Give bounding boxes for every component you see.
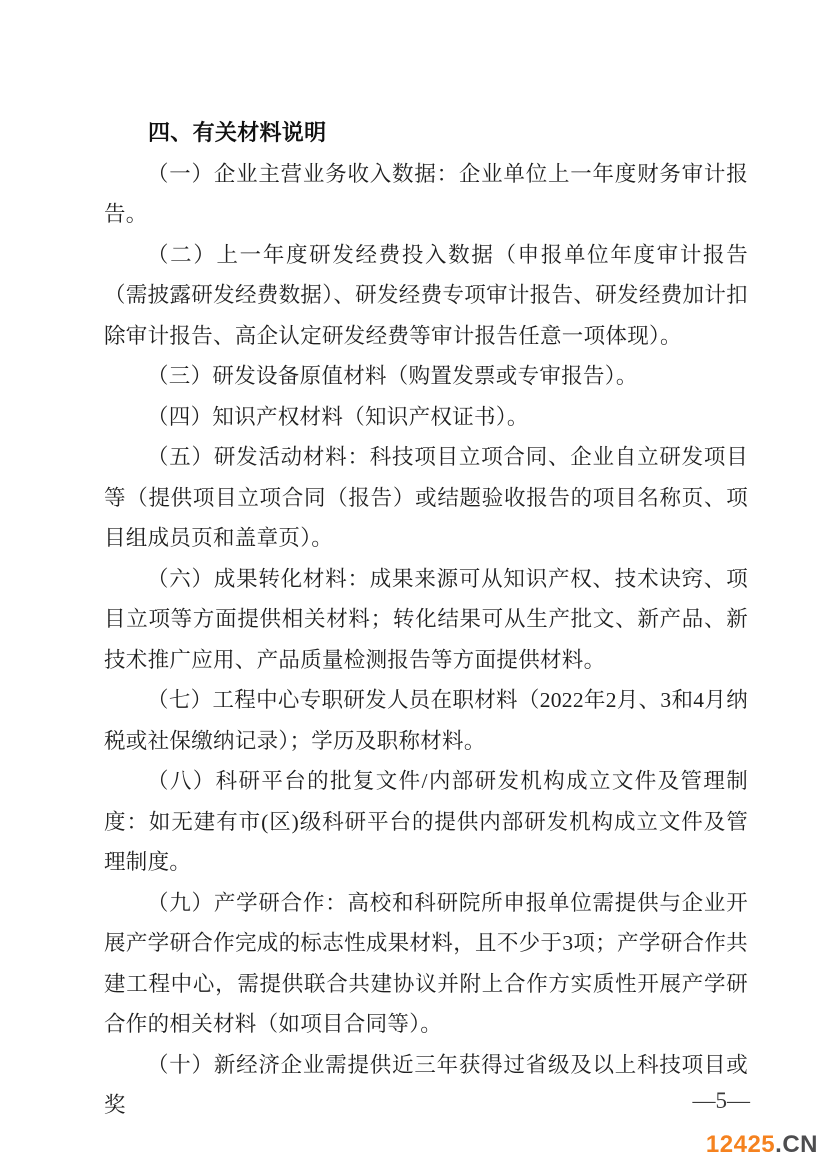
paragraph-7: （七）工程中心专职研发人员在职材料（2022年2月、3和4月纳税或社保缴纳记录）；学历及职称材料。: [104, 688, 748, 753]
paragraph-6: （六）成果转化材料：成果来源可从知识产权、技术诀窍、项目立项等方面提供相关材料；转化结果可从生产批文、新产品、新技术推广应用、产品质量检测报告等方面提供材料。: [104, 566, 748, 672]
paragraph-9: （九）产学研合作：高校和科研院所申报单位需提供与企业开展产学研合作完成的标志性成果材料，且不少于3项；产学研合作共建工程中心，需提供联合共建协议并附上合作方实质性开展产学研合作的相关材料（如项目合同等）。: [104, 890, 748, 1036]
watermark-site-text: 12425: [705, 1131, 776, 1158]
paragraph-3: （三）研发设备原值材料（购置发票或专审报告）。: [147, 364, 638, 388]
watermark-tld-text: .CN: [775, 1131, 818, 1158]
paragraph-2: （二）上一年度研发经费投入数据（申报单位年度审计报告（需披露研发经费数据）、研发经费专项审计报告、研发经费加计扣除审计报告、高企认定研发经费等审计报告任意一项体现）。: [104, 242, 748, 348]
section-heading: 四、有关材料说明: [148, 120, 327, 145]
page-number: —5—: [692, 1088, 750, 1113]
paragraph-8: （八）科研平台的批复文件/内部研发机构成立文件及管理制度：如无建有市(区)级科研平台的提供内部研发机构成立文件及管理制度。: [104, 769, 748, 874]
paragraph-10: （十）新经济企业需提供近三年获得过省级及以上科技项目或奖: [104, 1052, 748, 1117]
site-watermark: [706, 1131, 818, 1158]
paragraph-5: （五）研发活动材料：科技项目立项合同、企业自立研发项目等（提供项目立项合同（报告）或结题验收报告的项目名称页、项目组成员页和盖章页）。: [104, 445, 748, 550]
paragraph-4: （四）知识产权材料（知识产权证书）。: [147, 404, 529, 429]
paragraph-1: （一）企业主营业务收入数据：企业单位上一年度财务审计报告。: [104, 161, 748, 226]
document-body: [104, 113, 748, 1126]
